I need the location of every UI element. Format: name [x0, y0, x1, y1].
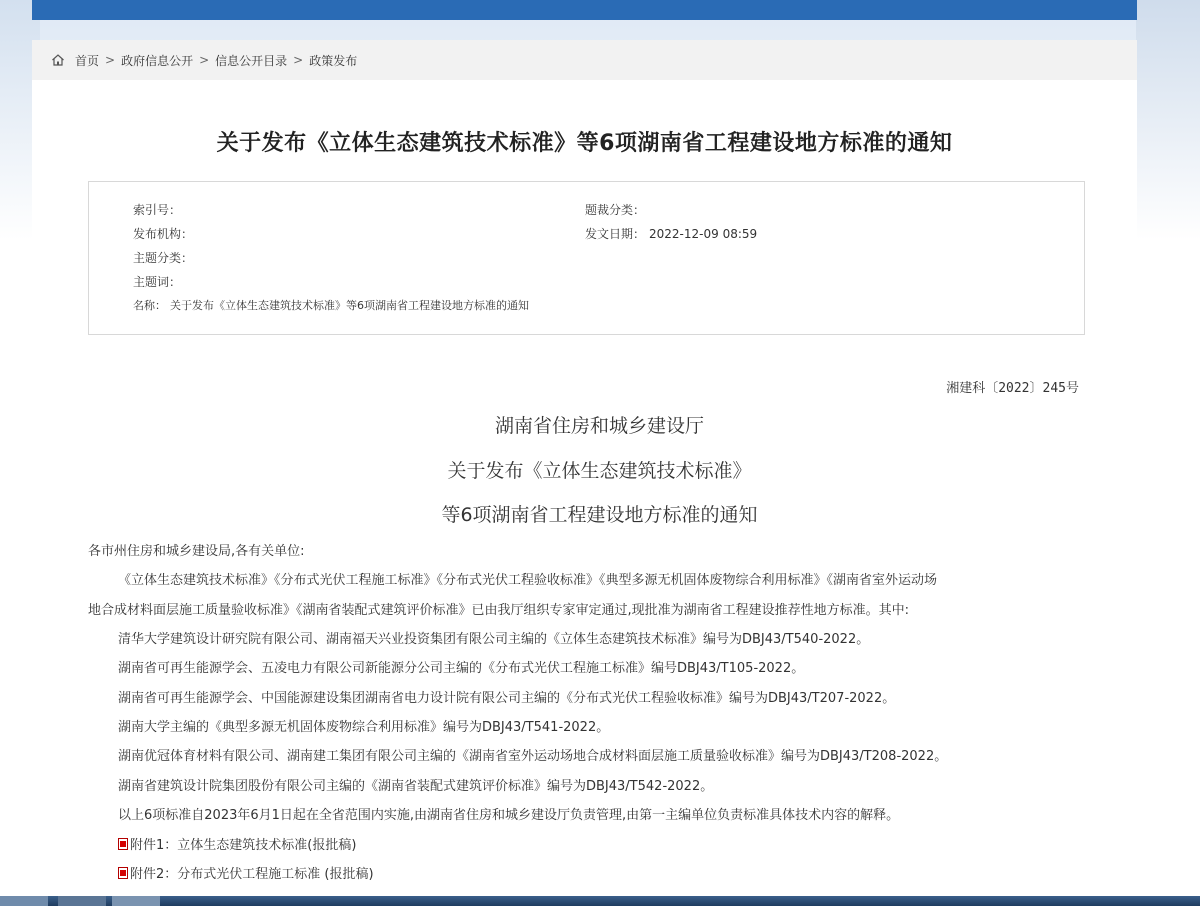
home-icon[interactable]	[51, 53, 65, 67]
attachment-label[interactable]: 附件2：分布式光伏工程施工标准 (报批稿)	[130, 867, 374, 882]
meta-name-value: 关于发布《立体生态建筑技术标准》等6项湖南省工程建设地方标准的通知	[170, 299, 529, 312]
meta-publisher	[133, 225, 193, 242]
page-title: 关于发布《立体生态建筑技术标准》等6项湖南省工程建设地方标准的通知	[216, 131, 953, 156]
meta-publisher-label: 发布机构：	[133, 227, 194, 241]
pdf-icon	[118, 838, 128, 850]
breadcrumb-separator: >	[105, 53, 116, 67]
breadcrumb-info-catalog[interactable]: 信息公开目录	[215, 53, 288, 68]
meta-topic-label: 主题分类：	[133, 251, 194, 265]
doc-standard-item: 湖南省建筑设计院集团股份有限公司主编的《湖南省装配式建筑评价标准》编号为DBJ43/T542-2022。	[118, 779, 714, 794]
breadcrumb	[32, 40, 1137, 80]
meta-topic	[133, 249, 193, 266]
meta-name-label: 名称：	[133, 299, 166, 312]
site-header-bar	[32, 0, 1137, 20]
taskbar-app[interactable]	[58, 896, 106, 906]
doc-intro-line-2: 地合成材料面层施工质量验收标准》《湖南省装配式建筑评价标准》已由我厅组织专家审定通过,现批准为湖南省工程建设推荐性地方标准。其中:	[88, 603, 910, 618]
doc-closing: 以上6项标准自2023年6月1日起在全省范围内实施,由湖南省住房和城乡建设厅负责管理,由第一主编单位负责标准具体技术内容的解释。	[118, 808, 900, 823]
taskbar-start[interactable]	[0, 896, 48, 906]
doc-standard-item: 清华大学建筑设计研究院有限公司、湖南福天兴业投资集团有限公司主编的《立体生态建筑技术标准》编号为DBJ43/T540-2022。	[118, 632, 870, 647]
breadcrumb-separator: >	[293, 53, 304, 67]
meta-category	[585, 201, 645, 218]
taskbar-app[interactable]	[112, 896, 160, 906]
doc-standard-item: 湖南省可再生能源学会、中国能源建设集团湖南省电力设计院有限公司主编的《分布式光伏工程验收标准》编号为DBJ43/T207-2022。	[118, 691, 896, 706]
attachment-link-2[interactable]	[118, 863, 374, 882]
doc-standard-item: 湖南优冠体育材料有限公司、湖南建工集团有限公司主编的《湖南省室外运动场地合成材料面层施工质量验收标准》编号为DBJ43/T208-2022。	[118, 749, 948, 764]
meta-category-label: 题裁分类：	[585, 203, 646, 217]
attachment-link-1[interactable]	[118, 834, 356, 853]
breadcrumb-gov-info[interactable]: 政府信息公开	[121, 53, 194, 68]
attachment-label[interactable]: 附件1：立体生态建筑技术标准(报批稿)	[130, 838, 357, 853]
meta-index	[133, 201, 181, 218]
meta-keywords-label: 主题词：	[133, 275, 182, 289]
doc-heading-line-3: 等6项湖南省工程建设地方标准的通知	[441, 504, 758, 526]
doc-salutation: 各市州住房和城乡建设局,各有关单位:	[88, 544, 305, 559]
doc-standard-item: 湖南省可再生能源学会、五凌电力有限公司新能源分公司主编的《分布式光伏工程施工标准》编号DBJ43/T105-2022。	[118, 661, 805, 676]
meta-date-value: 2022-12-09 08:59	[649, 227, 758, 241]
meta-name	[133, 297, 529, 313]
document-number: 湘建科〔2022〕245号	[946, 381, 1079, 396]
meta-date	[585, 225, 757, 242]
doc-heading-line-1: 湖南省住房和城乡建设厅	[494, 415, 704, 437]
os-taskbar	[0, 896, 1200, 906]
doc-standard-item: 湖南大学主编的《典型多源无机固体废物综合利用标准》编号为DBJ43/T541-2022。	[118, 720, 610, 735]
breadcrumb-home[interactable]: 首页	[75, 53, 100, 68]
meta-date-label: 发文日期：	[585, 227, 646, 241]
meta-index-label: 索引号：	[133, 203, 182, 217]
doc-heading-line-2: 关于发布《立体生态建筑技术标准》	[447, 460, 752, 482]
metadata-panel	[88, 181, 1085, 335]
breadcrumb-policy[interactable]: 政策发布	[309, 53, 358, 68]
meta-keywords	[133, 273, 181, 290]
doc-intro-line-1: 《立体生态建筑技术标准》《分布式光伏工程施工标准》《分布式光伏工程验收标准》《典型多源无机固体废物综合利用标准》《湖南省室外运动场	[118, 573, 938, 588]
breadcrumb-separator: >	[199, 53, 210, 67]
pdf-icon	[118, 867, 128, 879]
content-container	[32, 40, 1137, 906]
